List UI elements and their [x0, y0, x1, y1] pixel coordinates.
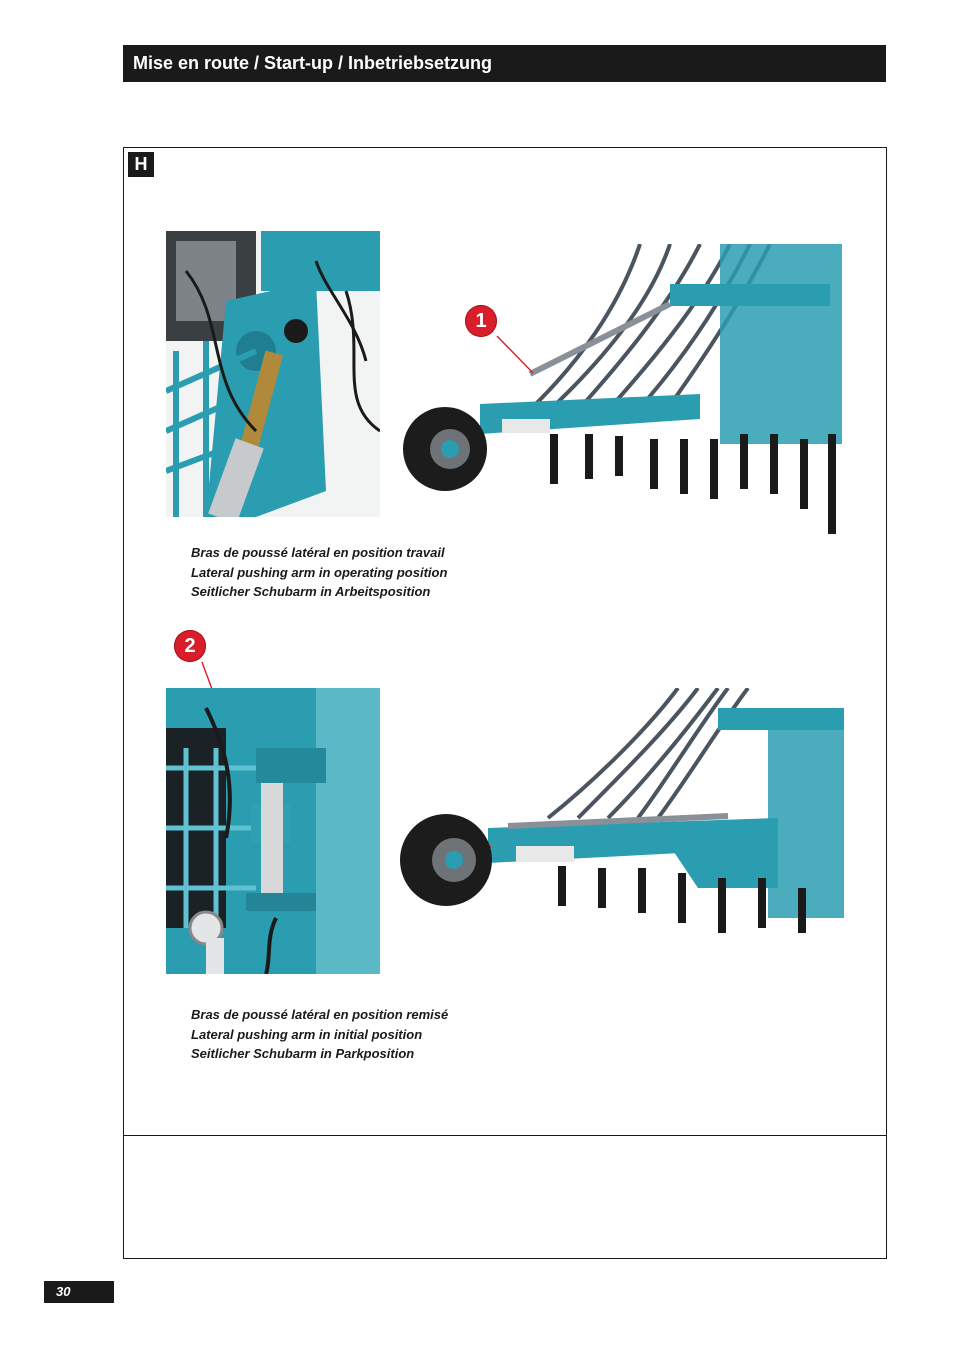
caption-line-en: Lateral pushing arm in initial position [191, 1026, 423, 1042]
caption-line-fr: Bras de poussé latéral en position travail [191, 545, 445, 560]
caption-line-de: Seitlicher Schubarm in Parkposition [191, 1046, 415, 1061]
caption-operating [191, 543, 447, 602]
section-tag: H [128, 152, 154, 177]
callout-1: 1 [465, 305, 497, 337]
photo-pin-parked [166, 688, 380, 974]
caption-line-en: Lateral pushing arm in operating position [191, 564, 448, 580]
caption-line-fr: Bras de poussé latéral en position remisé [191, 1007, 449, 1022]
page-number: 30 [44, 1281, 114, 1303]
caption-parked [191, 1005, 448, 1064]
section-header [123, 45, 886, 82]
photo-hitch-operating [166, 231, 380, 517]
section-title: Mise en route / Start-up / Inbetriebsetzung [133, 53, 493, 73]
photo-machine-parked [398, 688, 844, 950]
frame-divider [123, 1135, 887, 1136]
callout-2: 2 [174, 630, 206, 662]
caption-line-de: Seitlicher Schubarm in Arbeitsposition [191, 584, 431, 599]
photo-machine-operating [400, 244, 842, 540]
